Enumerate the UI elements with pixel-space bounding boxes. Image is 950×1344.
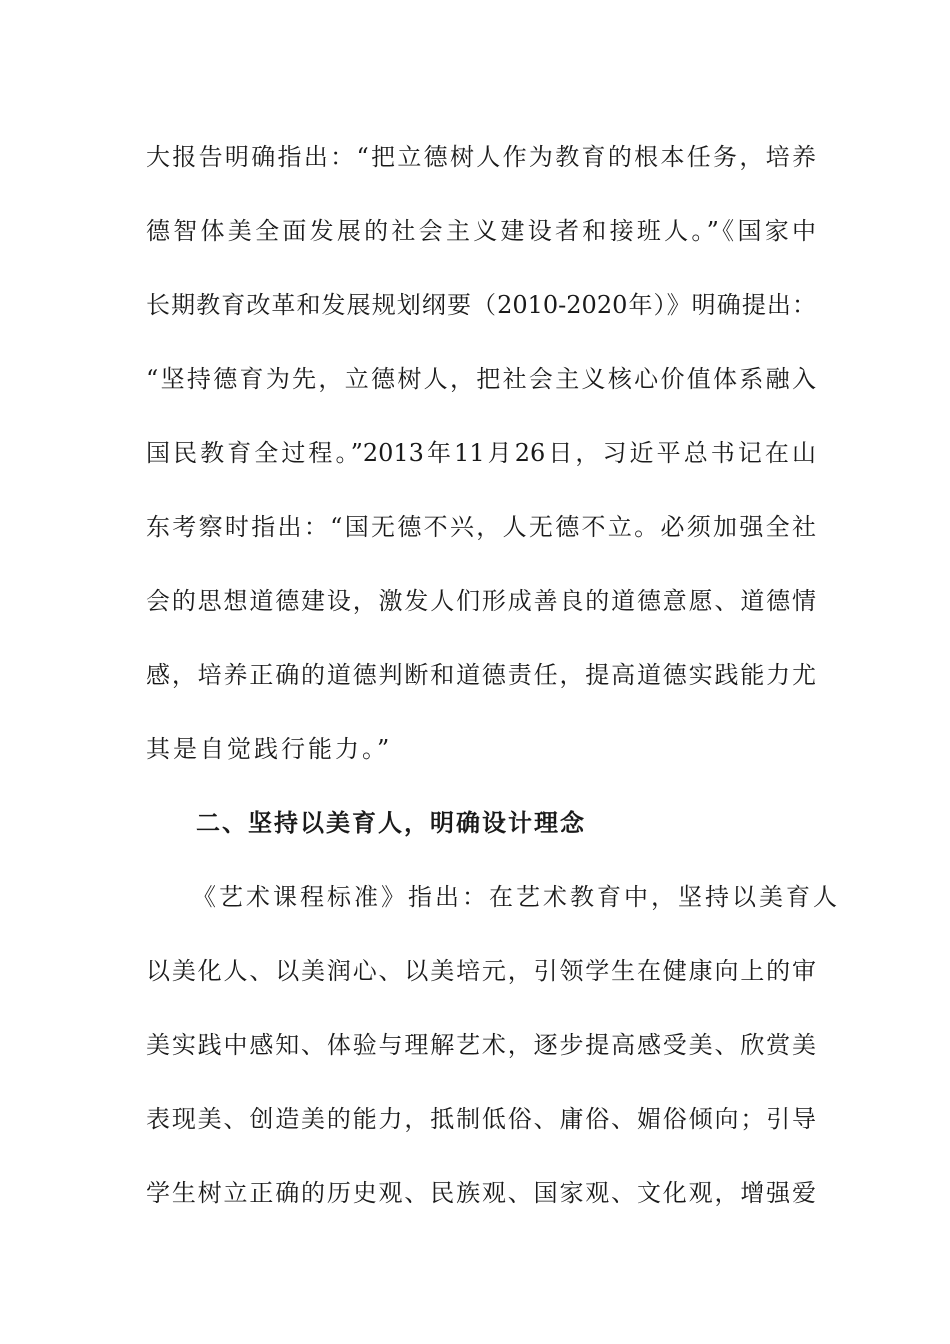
body-line: 国民教育全过程。”2013年11月26日，习近平总书记在山 xyxy=(146,439,816,467)
body-line: 其是自觉践行能力。” xyxy=(146,735,393,763)
body-line: 学生树立正确的历史观、民族观、国家观、文化观，增强爱 xyxy=(146,1179,816,1207)
body-line: 长期教育改革和发展规划纲要（2010-2020年）》明确提出： xyxy=(146,291,816,319)
body-line: 德智体美全面发展的社会主义建设者和接班人。”《国家中 xyxy=(146,217,816,245)
body-line: 东考察时指出：“国无德不兴，人无德不立。必须加强全社 xyxy=(146,513,816,541)
body-line: 美实践中感知、体验与理解艺术，逐步提高感受美、欣赏美 xyxy=(146,1031,816,1059)
body-line: 会的思想道德建设，激发人们形成善良的道德意愿、道德情 xyxy=(146,587,816,615)
document-body xyxy=(146,120,840,1230)
body-line: 表现美、创造美的能力，抵制低俗、庸俗、媚俗倾向；引导 xyxy=(146,1105,816,1133)
body-line: 大报告明确指出：“把立德树人作为教育的根本任务，培养 xyxy=(146,143,816,171)
body-line: 《艺术课程标准》指出：在艺术教育中，坚持以美育人 xyxy=(192,883,840,911)
body-line: 以美化人、以美润心、以美培元，引领学生在健康向上的审 xyxy=(146,957,816,985)
body-line: “坚持德育为先，立德树人，把社会主义核心价值体系融入 xyxy=(146,365,816,393)
section-heading: 二、坚持以美育人，明确设计理念 xyxy=(196,809,586,837)
body-line: 感，培养正确的道德判断和道德责任，提高道德实践能力尤 xyxy=(146,661,816,689)
